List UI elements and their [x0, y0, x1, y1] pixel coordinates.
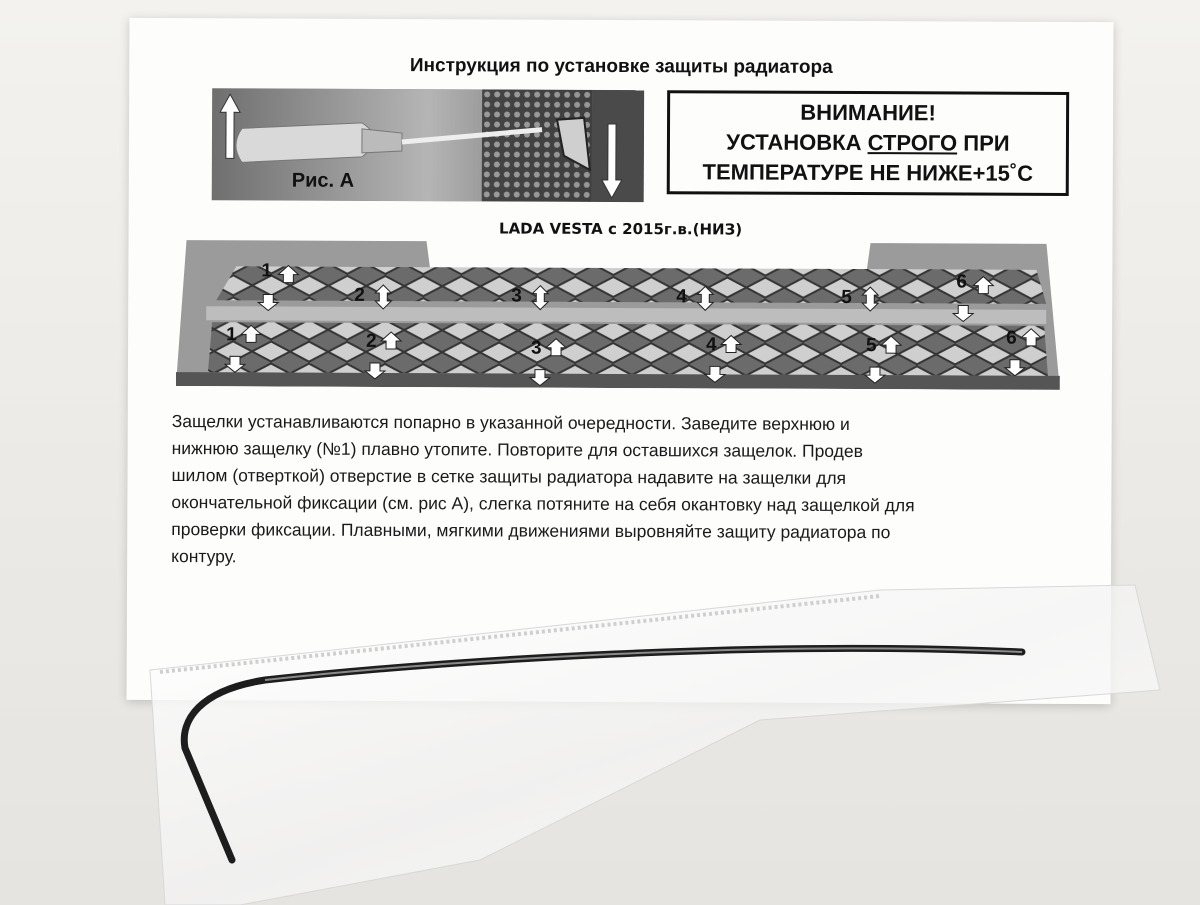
latch-number-top-3: 3 [511, 285, 522, 307]
figure-a-photo [212, 88, 644, 202]
latch-number-top-2: 2 [354, 284, 365, 306]
latch-number-bottom-2: 2 [366, 330, 377, 352]
instruction-line: контуру. [171, 546, 237, 567]
figure-b-caption: LADA VESTA с 2015г.в.(НИЗ) [498, 219, 743, 239]
instruction-sheet [127, 18, 1114, 704]
latch-number-bottom-6: 6 [1006, 327, 1017, 349]
warning-heading: ВНИМАНИЕ! [800, 99, 936, 126]
instruction-line: шилом (отверткой) отверстие в сетке защиты радиатора надавите на защелки для [171, 465, 847, 488]
latch-number-bottom-1: 1 [226, 324, 237, 346]
latch-number-top-1: 1 [261, 260, 273, 282]
warning-line-3: ТЕМПЕРАТУРЕ НЕ НИЖЕ+15˚С [702, 159, 1034, 186]
instruction-line: проверки фиксации. Плавными, мягкими движениями выровняйте защиту радиатора по [171, 519, 891, 543]
sheet-title: Инструкция по установке защиты радиатора [409, 55, 833, 78]
warning-line-2: УСТАНОВКА СТРОГО ПРИ [726, 129, 1010, 156]
warning-emphasis: СТРОГО [867, 130, 958, 156]
instruction-line: Защелки устанавливаются попарно в указанной очередности. Заведите верхнюю и [171, 411, 850, 435]
instruction-line: нижнюю защелку (№1) плавно утопите. Повторите для оставшихся защелок. Продев [171, 438, 863, 462]
latch-number-bottom-4: 4 [706, 334, 717, 356]
figure-b-grille-photo [176, 230, 1061, 390]
latch-number-top-4: 4 [676, 286, 687, 308]
instruction-line: окончательной фиксации (см. рис А), слегка потяните на себя окантовку над защелкой для [171, 492, 915, 516]
instruction-text [171, 408, 1072, 574]
figure-a-label: Рис. А [291, 169, 355, 192]
latch-number-top-6: 6 [956, 271, 967, 293]
latch-number-top-5: 5 [841, 286, 852, 309]
latch-number-bottom-3: 3 [531, 337, 542, 359]
warning-box [667, 90, 1069, 196]
latch-number-bottom-5: 5 [866, 335, 877, 357]
